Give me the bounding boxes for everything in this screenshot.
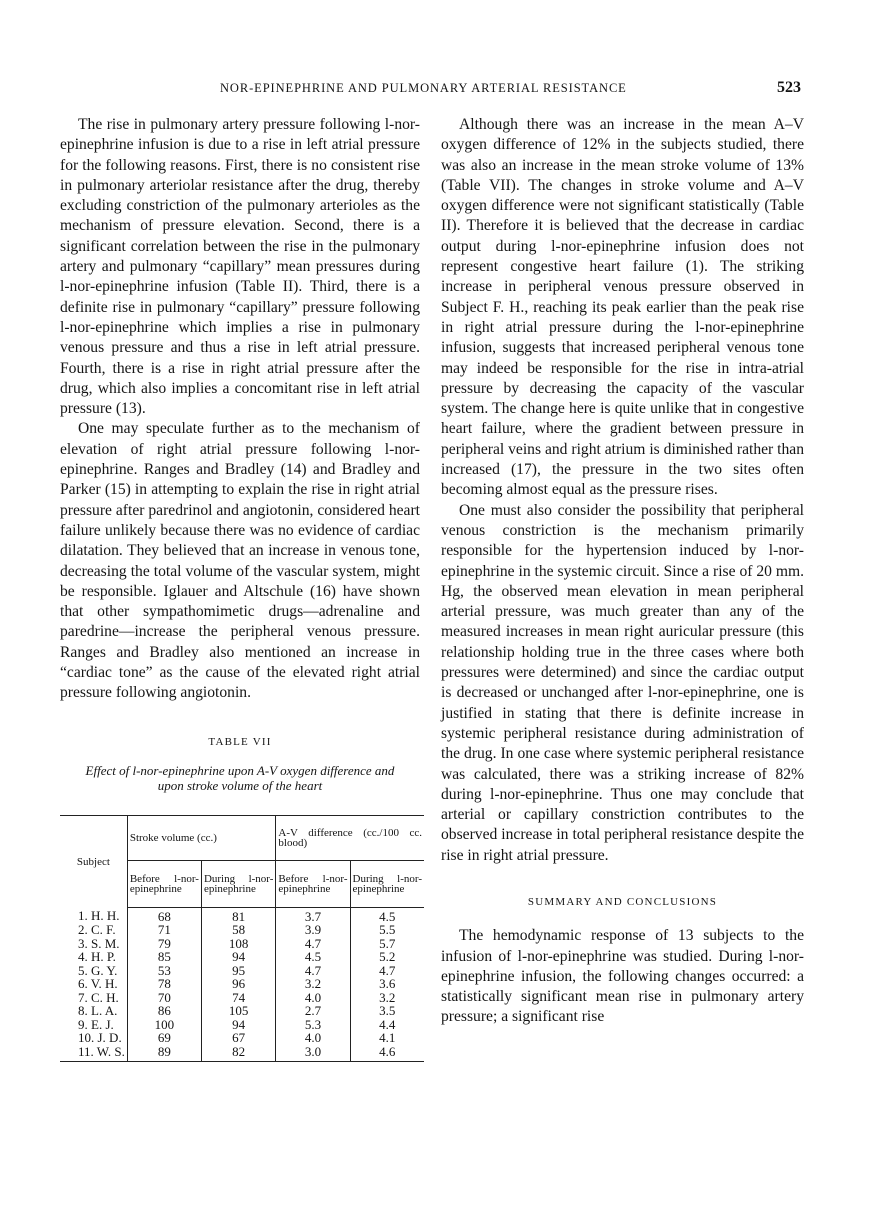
table-cell: 4.0	[276, 1031, 350, 1045]
table-cell: 58	[201, 923, 275, 937]
column-group-av-difference: A-V difference (cc./100 cc. blood)	[276, 815, 424, 860]
right-column	[441, 115, 804, 1028]
body-paragraph: One may speculate further as to the mechanism of elevation of right atrial pressure following l-nor-epinephrine. Ranges and Bradley (14) and Bradley and Parker (15) in attempting to explain the rise in right atrial pressure after paredrinol and angiotonin, considered heart failure unlikely because there was no evidence of cardiac dilatation. They believed that an increase in venous tone, decreasing the total volume of the vascular system, might be responsible. Iglauer and Altschule (16) have shown that other sympathomimetic drugs—adrenaline and paredrine—increase the peripheral venous pressure. Ranges and Bradley also mentioned an increase in “cardiac tone” as the cause of the elevated right atrial pressure following angiotonin.	[60, 420, 420, 702]
left-column	[60, 115, 420, 1062]
table-cell: 3.2	[350, 991, 424, 1005]
table-cell: 78	[127, 977, 201, 991]
table-cell: 108	[201, 937, 275, 951]
table-row	[60, 950, 424, 964]
table-cell: 67	[201, 1031, 275, 1045]
table-cell: 94	[201, 950, 275, 964]
section-heading: SUMMARY AND CONCLUSIONS	[527, 895, 718, 908]
table-cell: 4.1	[350, 1031, 424, 1045]
table-cell-subject: 2. C. F.	[78, 922, 116, 938]
table-cell: 3.0	[276, 1045, 350, 1062]
column-header-sv-during: During l-nor-epinephrine	[201, 860, 275, 907]
table-cell: 5.2	[350, 950, 424, 964]
table-cell-subject: 10. J. D.	[78, 1030, 122, 1046]
table-cell-subject: 5. G. Y.	[78, 962, 118, 978]
table-row	[60, 907, 424, 923]
table-cell: 4.4	[350, 1018, 424, 1032]
table-cell: 3.9	[276, 923, 350, 937]
table-cell-subject: 8. L. A.	[78, 1003, 118, 1019]
table-cell: 3.7	[276, 907, 350, 923]
table-cell: 79	[127, 937, 201, 951]
table-cell: 3.6	[350, 977, 424, 991]
body-paragraph: The rise in pulmonary artery pressure following l-nor-epinephrine infusion is due to a rise in left atrial pressure for the following reasons. First, there is no consistent rise in pulmonary arteriolar resistance after the drug, thereby excluding constriction of the pulmonary arterioles as the mechanism of pressure elevation. Second, there is a significant correlation between the rise in the pulmonary artery and pulmonary “capillary” mean pressures during l-nor-epinephrine infusion (Table II). Third, there is a definite rise in pulmonary “capillary” pressure following l-nor-epinephrine which implies a rise in pulmonary venous pressure and thus a rise in left atrial pressure. Fourth, there is a rise in right atrial pressure after the drug, which also implies a concomitant rise in left atrial pressure (13).	[60, 116, 420, 418]
table-cell-subject: 9. E. J.	[78, 1016, 114, 1032]
table-cell: 82	[201, 1045, 275, 1062]
table-title: TABLE VII	[208, 735, 272, 748]
table-cell: 2.7	[276, 1004, 350, 1018]
running-head	[0, 80, 880, 100]
table-cell: 95	[201, 964, 275, 978]
table-row	[60, 1045, 424, 1062]
data-table	[60, 815, 424, 1063]
table-cell: 5.3	[276, 1018, 350, 1032]
body-paragraph: One must also consider the possibility that peripheral venous constriction is the mechanism primarily responsible for the hypertension induced by l-nor-epinephrine in the systemic circuit. Since a rise of 20 mm. Hg, the observed mean elevation in mean peripheral arterial pressure, was much greater than any of the measured increases in mean right auricular pressure (this relationship holding true in the three cases where both pressures were determined) and since the cardiac output is decreased or unchanged after l-nor-epinephrine, one is justified in stating that there is definite increase in systemic peripheral resistance during administration of the drug. In one case where systemic peripheral resistance was calculated, there was a striking increase of 82% during l-nor-epinephrine. Thus one may conclude that arterial or capillary constriction contributes to the observed increase in total peripheral resistance despite the rise in right atrial pressure.	[441, 501, 804, 864]
page-number: 523	[777, 79, 801, 96]
table-cell-subject: 3. S. M.	[78, 935, 120, 951]
table-cell: 3.5	[350, 1004, 424, 1018]
table-cell: 4.7	[350, 964, 424, 978]
column-header-subject: Subject	[60, 815, 127, 907]
table-cell: 69	[127, 1031, 201, 1045]
table-cell: 4.5	[350, 907, 424, 923]
table-row	[60, 923, 424, 937]
table-cell-subject: 11. W. S.	[60, 1045, 127, 1062]
table-cell: 100	[127, 1018, 201, 1032]
table-cell-subject: 1. H. H.	[78, 908, 120, 924]
summary-paragraph: The hemodynamic response of 13 subjects to the infusion of l-nor-epinephrine was studied. During l-nor-epinephrine infusion, the following changes occurred: a statistically significant mean rise in pulmonary artery pressure; a significant rise	[441, 927, 804, 1026]
table-cell: 105	[201, 1004, 275, 1018]
table-cell: 53	[127, 964, 201, 978]
table-cell: 94	[201, 1018, 275, 1032]
table-cell: 4.7	[276, 937, 350, 951]
table-cell: 70	[127, 991, 201, 1005]
table-cell: 85	[127, 950, 201, 964]
table-cell: 4.7	[276, 964, 350, 978]
body-paragraph: Although there was an increase in the mean A–V oxygen difference of 12% in the subjects studied, there was also an increase in the mean stroke volume of 13% (Table VII). The changes in stroke volume and A–V oxygen difference were not significant statistically (Table II). Therefore it is believed that the decrease in cardiac output during l-nor-epinephrine infusion does not represent congestive heart failure (1). The striking increase in peripheral venous pressure observed in Subject F. H., reaching its peak earlier than the peak rise in right atrial pressure during the l-nor-epinephrine infusion, suggests that increased peripheral venous tone may indeed be responsible for the rise in intra-atrial pressure by decreasing the capacity of the vascular system. The change here is quite unlike that in congestive heart failure, where the gradient between pressure in peripheral veins and right atrium is diminished rather than increased (17), the pressure in the two sites often becoming almost equal as the pressure rises.	[441, 116, 804, 499]
table-row	[60, 1031, 424, 1045]
table-cell: 71	[127, 923, 201, 937]
table-cell: 86	[127, 1004, 201, 1018]
table-cell: 4.6	[350, 1045, 424, 1062]
column-header-av-during: During l-nor-epinephrine	[350, 860, 424, 907]
table-cell: 96	[201, 977, 275, 991]
table-cell: 4.5	[276, 950, 350, 964]
table-cell: 74	[201, 991, 275, 1005]
table-cell: 89	[127, 1045, 201, 1062]
table-cell-subject: 7. C. H.	[78, 989, 119, 1005]
table-caption: Effect of l-nor-epinephrine upon A-V oxygen difference and upon stroke volume of the heart	[85, 762, 395, 793]
table-cell-subject: 6. V. H.	[78, 976, 118, 992]
table-row	[60, 977, 424, 991]
running-head-title: NOR-EPINEPHRINE AND PULMONARY ARTERIAL RESISTANCE	[220, 81, 627, 95]
table-cell: 4.0	[276, 991, 350, 1005]
table-cell-subject: 4. H. P.	[78, 949, 116, 965]
table-cell: 5.7	[350, 937, 424, 951]
column-header-sv-before: Before l-nor-epinephrine	[127, 860, 201, 907]
table-cell: 3.2	[276, 977, 350, 991]
table-cell: 5.5	[350, 923, 424, 937]
column-header-av-before: Before l-nor-epinephrine	[276, 860, 350, 907]
table-cell: 68	[127, 907, 201, 923]
table-cell: 81	[201, 907, 275, 923]
table-row	[60, 1004, 424, 1018]
column-group-stroke-volume: Stroke volume (cc.)	[127, 815, 276, 860]
